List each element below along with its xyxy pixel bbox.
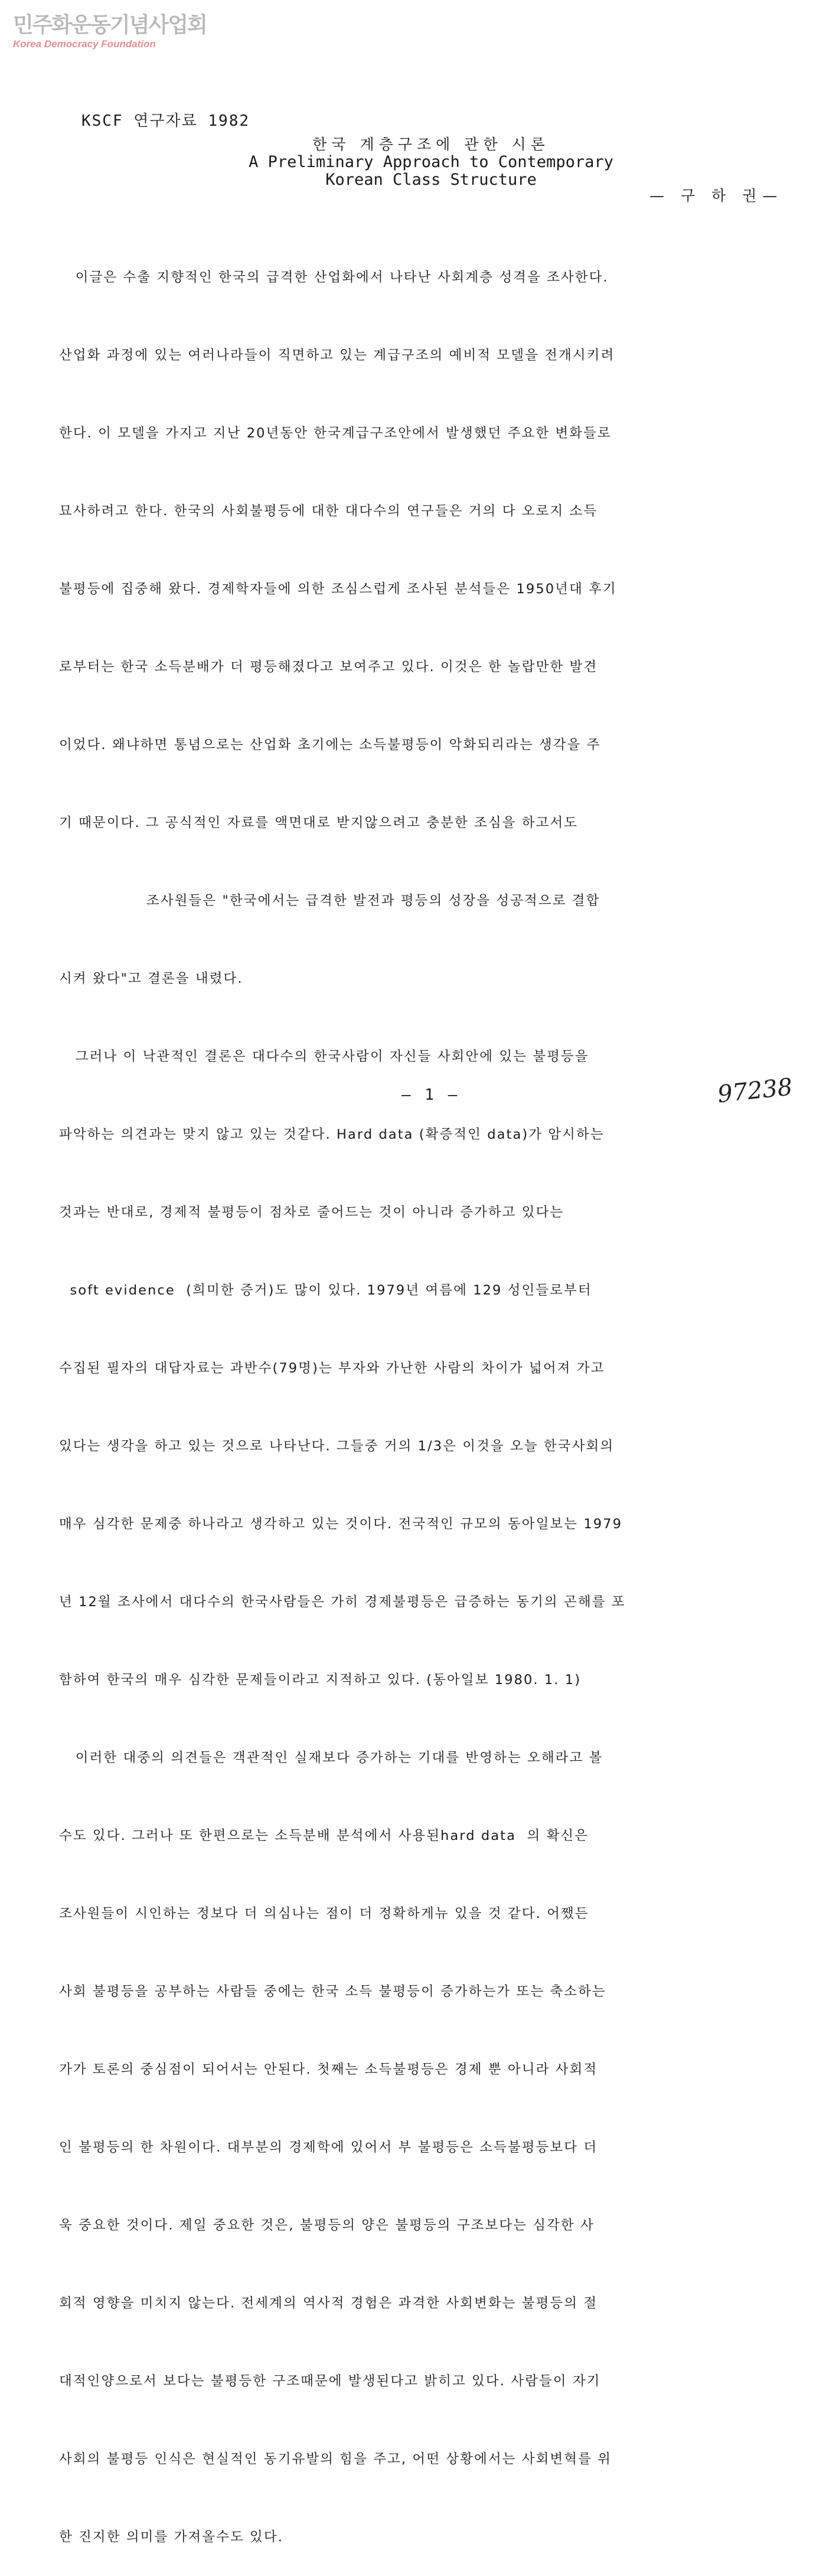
body-line: 조사원들이 시인하는 정보다 더 의심나는 점이 더 정확하게뉴 있을 것 같다. 어쨌든: [59, 1906, 589, 1921]
title-english-line-2: Korean Class Structure: [325, 171, 537, 189]
page-number: — 1 —: [402, 1086, 460, 1104]
body-line: 시켜 왔다"고 결론을 내렸다.: [59, 971, 243, 986]
body-line: 이러한 대중의 의견들은 객관적인 실재보다 증가하는 기대를 반영하는 오해라고 볼: [59, 1750, 603, 1766]
body-line: 회적 영향을 미치지 않는다. 전세계의 역사적 경험은 과격한 사회변화는 불평등의 절: [59, 2296, 598, 2311]
title-english-line-1: A Preliminary Approach to Contemporary: [249, 153, 613, 171]
watermark-korean: 민주화운동기념사업회: [13, 13, 207, 37]
body-line: 사회 불평등을 공부하는 사람들 중에는 한국 소득 불평등이 증가하는가 또는 축소하는: [59, 1984, 606, 1999]
body-line: 수집된 필자의 대답자료는 과반수(79명)는 부자와 가난한 사람의 차이가 넓어져 가고: [59, 1361, 605, 1376]
author: — 구 하 권—: [649, 187, 784, 204]
archive-number: 97238: [716, 1073, 794, 1109]
body-line: 욱 중요한 것이다. 제일 중요한 것은, 불평등의 양은 불평등의 구조보다는 심각한 사: [59, 2218, 595, 2233]
body-line: 한다. 이 모델을 가지고 지난 20년동안 한국계급구조안에서 발생했던 주요한 변화들로: [59, 426, 612, 441]
body-text: [59, 213, 779, 2576]
title-korean: 한국 계층구조에 관한 시론: [312, 136, 550, 153]
document-header: KSCF 연구자료 1982: [81, 112, 250, 130]
watermark-english: Korea Democracy Foundation: [13, 38, 156, 50]
body-line: 기 때문이다. 그 공식적인 자료를 액면대로 받지않으려고 충분한 조심을 하고서도: [59, 815, 579, 831]
body-line: 그러나 이 낙관적인 결론은 대다수의 한국사람이 자신들 사회안에 있는 불평등을: [59, 1049, 589, 1064]
body-line: 불평등에 집중해 왔다. 경제학자들에 의한 조심스럽게 조사된 분석들은 1950년대 후기: [59, 581, 617, 597]
body-line: 대적인양으로서 보다는 불평등한 구조때문에 발생된다고 밝히고 있다. 사람들이 자기: [59, 2374, 601, 2389]
body-line: 수도 있다. 그러나 또 한편으로는 소득분배 분석에서 사용된hard data 의 확신은: [59, 1828, 589, 1843]
body-line: 사회의 불평등 인식은 현실적인 동기유발의 힘을 주고, 어떤 상황에서는 사회변혁를 위: [59, 2451, 612, 2467]
title-block: [177, 136, 685, 189]
body-line: 로부터는 한국 소득분배가 더 평등해졌다고 보여주고 있다. 이것은 한 놀랍만한 발견: [59, 659, 598, 675]
body-line: 년 12월 조사에서 대다수의 한국사람들은 가히 경제불평등은 급증하는 동기의 곤해를 포: [59, 1594, 626, 1610]
body-line: 한 진지한 의미를 가져올수도 있다.: [59, 2529, 283, 2545]
body-line: soft evidence (희미한 증거)도 많이 있다. 1979년 여름에 129 성인들로부터: [59, 1283, 592, 1298]
body-line: 조사원들은 "한국에서는 급격한 발전과 평등의 성장을 성공적으로 결합: [59, 893, 600, 908]
body-line: 있다는 생각을 하고 있는 것으로 나타난다. 그들중 거의 1/3은 이것을 오늘 한국사회의: [59, 1439, 615, 1454]
body-line: 것과는 반대로, 경제적 불평등이 점차로 줄어드는 것이 아니라 증가하고 있다는: [59, 1205, 564, 1220]
body-line: 이었다. 왜냐하면 통념으로는 산업화 초기에는 소득불평등이 악화되리라는 생각을 주: [59, 737, 601, 753]
body-line: 가가 토론의 중심점이 되어서는 안된다. 첫째는 소득불평등은 경제 뿐 아니라 사회적: [59, 2062, 598, 2077]
body-line: 함하여 한국의 매우 심각한 문제들이라고 지적하고 있다. (동아일보 1980. 1. 1): [59, 1672, 582, 1688]
body-line: 인 불평등의 한 차원이다. 대부분의 경제학에 있어서 부 불평등은 소득불평등보다 더: [59, 2140, 598, 2155]
body-line: 묘사하려고 한다. 한국의 사회불평등에 대한 대다수의 연구들은 거의 다 오로지 소득: [59, 504, 598, 519]
body-line: 이글은 수출 지향적인 한국의 급격한 산업화에서 나타난 사회계층 성격을 조사한다.: [59, 270, 609, 285]
body-line: 매우 심각한 문제중 하나라고 생각하고 있는 것이다. 전국적인 규모의 동아일보는 1979: [59, 1516, 622, 1532]
body-line: 산업화 과정에 있는 여러나라들이 직면하고 있는 계급구조의 예비적 모델을 전개시키려: [59, 348, 615, 363]
body-line: 파악하는 의견과는 맞지 않고 있는 것같다. Hard data (확증적인 data)가 암시하는: [59, 1127, 605, 1142]
foundation-watermark: [13, 13, 207, 50]
